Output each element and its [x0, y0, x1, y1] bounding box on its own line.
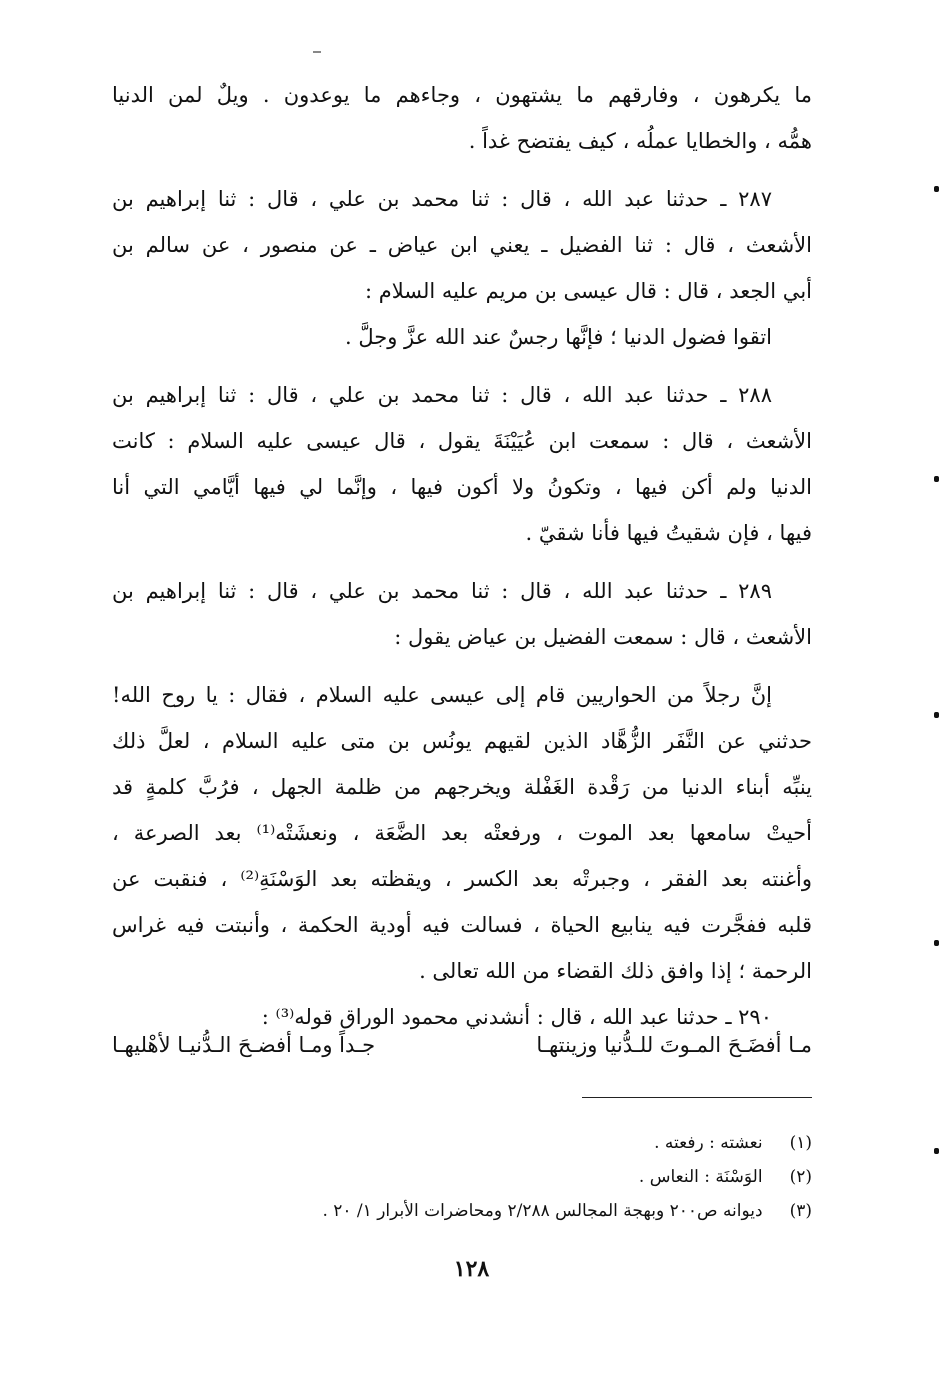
footnotes	[112, 1126, 812, 1228]
hadith-290-intro: ٢٩٠ ـ حدثنا عبد الله ، قال : أنشدني محمود الوراق قوله⁽³⁾ :	[261, 1005, 772, 1029]
footnote-text: ديوانه ص٢٠٠ وبهجة المجالس ٢/٢٨٨ ومحاضرات الأبرار ١/ ٢٠ .	[322, 1201, 763, 1221]
footnote-item	[112, 1194, 812, 1228]
main-text	[112, 72, 812, 1040]
hadith-287-saying: اتقوا فضول الدنيا ؛ فإنَّها رجسٌ عند الله عزَّ وجلَّ .	[344, 325, 772, 349]
text-line: ما يكرهون ، وفارقهم ما يشتهون ، وجاءهم ما يوعدون . ويلٌ لمن الدنيا	[112, 83, 812, 107]
hadith-288-line: ٢٨٨ ـ حدثنا عبد الله ، قال : ثنا محمد بن علي ، قال : ثنا إبراهيم بن	[112, 383, 772, 407]
hadith-288-line: فيها ، فإن شقيتُ فيها فأنا شقيّ .	[525, 521, 812, 545]
footnote-number: (٢)	[789, 1167, 812, 1187]
margin-mark	[934, 712, 939, 718]
text-line: همُّه ، والخطايا عملُه ، كيف يفتضح غداً .	[468, 129, 812, 153]
hadith-287-line: ٢٨٧ ـ حدثنا عبد الله ، قال : ثنا محمد بن علي ، قال : ثنا إبراهيم بن	[112, 187, 772, 211]
hadith-288-line: الأشعث ، قال : سمعت ابن عُيَيْنَةَ يقول ، قال عيسى عليه السلام : كانت	[112, 429, 812, 453]
hadith-289-story-line: وأغنته بعد الفقر ، وجبرتْه بعد الكسر ، ويقظته بعد الوَسْنَةِ⁽²⁾ ، فنقبت عن	[112, 867, 812, 891]
verse-first-hemistich: مـا أفضَـحَ المـوتَ للـدُّنيا وزينتهـا	[536, 1033, 812, 1057]
hadith-289-line: ٢٨٩ ـ حدثنا عبد الله ، قال : ثنا محمد بن علي ، قال : ثنا إبراهيم بن	[112, 579, 772, 603]
hadith-289-story-line: ينبِّه أبناء الدنيا من رَقْدة الغَفْلة ويخرجهم من ظلمة الجهل ، فرُبَّ كلمةٍ قد	[112, 775, 812, 799]
footnote-number: (٣)	[789, 1201, 812, 1221]
hadith-289-story-line: حدثني عن النَّفَر الزُّهَّاد الذين لقيهم يونُس بن متى عليه السلام ، لعلَّ ذلك	[112, 729, 812, 753]
hadith-289-story-line: إنَّ رجلاً من الحواريين قام إلى عيسى عليه السلام ، فقال : يا روح الله!	[112, 683, 772, 707]
hadith-289-line: الأشعث ، قال : سمعت الفضيل بن عياض يقول :	[394, 625, 812, 649]
hadith-289-story-line: قلبه ففجَّرت فيه ينابيع الحياة ، فسالت فيه أودية الحكمة ، وأنبتت فيه غراس	[112, 913, 812, 937]
hadith-289-story-line: الرحمة ؛ إذا وافق ذلك القضاء من الله تعالى .	[419, 959, 812, 983]
hadith-287-line: أبي الجعد ، قال : قال عيسى بن مريم عليه السلام :	[364, 279, 812, 303]
footnote-item	[112, 1160, 812, 1194]
hadith-287-line: الأشعث ، قال : ثنا الفضيل ـ يعني ابن عياض ـ عن منصور ، عن سالم بن	[112, 233, 812, 257]
footnote-text: الوَسْنَة : النعاس .	[638, 1167, 763, 1187]
footnote-separator	[582, 1097, 812, 1098]
poem-verse	[112, 1022, 812, 1068]
hadith-289-story-line: أحيتْ سامعها بعد الموت ، ورفعتْه بعد الضَّعَة ، ونعشَتْه⁽¹⁾ بعد الصرعة ،	[112, 821, 812, 845]
footnote-item	[112, 1126, 812, 1160]
footnote-text: نعشته : رفعته .	[654, 1133, 763, 1153]
footnote-number: (١)	[789, 1133, 812, 1153]
verse-second-hemistich: جـداً ومـا أفضـحَ الـدُّنيـا لأهْليهـا	[112, 1033, 376, 1057]
margin-mark	[934, 940, 939, 946]
page-number: ١٢٨	[453, 1256, 490, 1282]
hadith-288-line: الدنيا ولم أكن فيها ، وتكونُ ولا أكون فيها ، وإنَّما لي فيها أيَّامي التي أنا	[112, 475, 812, 499]
margin-mark	[934, 1148, 939, 1154]
margin-mark	[934, 186, 939, 192]
margin-mark	[934, 476, 939, 482]
page-tick-mark	[313, 51, 321, 53]
